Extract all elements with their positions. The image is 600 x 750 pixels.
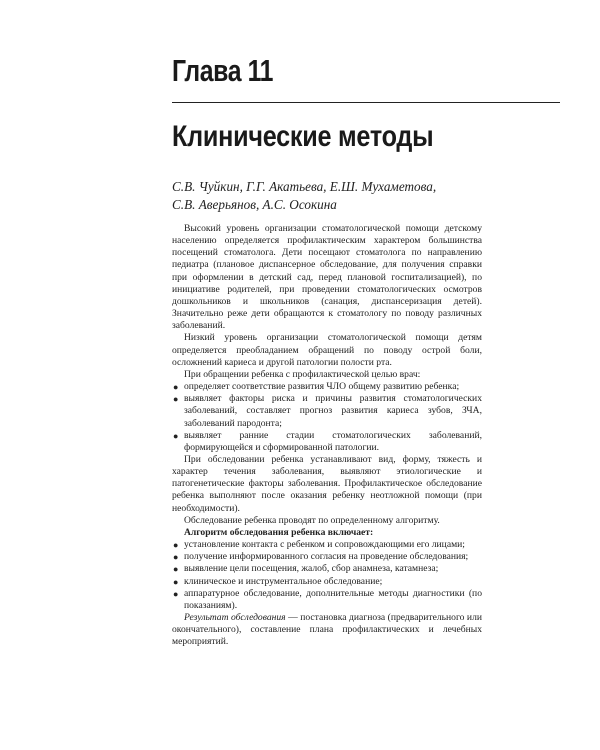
bullet-icon: ● bbox=[173, 588, 179, 599]
list-item-text: аппаратурное обследование, дополнительные методы диагностики (по показаниям). bbox=[184, 587, 482, 611]
bullet-icon: ● bbox=[173, 394, 179, 405]
prophylactic-list bbox=[172, 381, 482, 454]
chapter-divider bbox=[172, 102, 560, 103]
paragraph-algorithm-intro: Обследование ребенка проводят по определенному алгоритму. bbox=[184, 514, 440, 526]
paragraph-prophylactic-lead: При обращении ребенка с профилактической целью врач: bbox=[184, 368, 421, 380]
paragraph-result bbox=[172, 612, 482, 648]
bullet-icon: ● bbox=[173, 540, 179, 551]
list-item-text: получение информированного согласия на проведение обследования; bbox=[184, 551, 469, 563]
list-item bbox=[172, 551, 482, 563]
body-text bbox=[172, 223, 482, 648]
list-item-text: установление контакта с ребенком и сопровождающими его лицами; bbox=[184, 539, 465, 551]
chapter-label: Глава 11 bbox=[172, 53, 273, 88]
paragraph-low-level: Низкий уровень организации стоматологической помощи детям определяется преобладанием обращений по поводу острой боли, осложнений кариеса и другой патологии полости рта. bbox=[172, 332, 482, 368]
bullet-icon: ● bbox=[173, 564, 179, 575]
list-item-text: определяет соответствие развития ЧЛО общему развитию ребенка; bbox=[184, 381, 460, 393]
list-item-text: выявляет ранние стадии стоматологических заболеваний, формирующейся и сформированной патологии. bbox=[184, 429, 482, 453]
list-item-text: выявление цели посещения, жалоб, сбор анамнеза, катамнеза; bbox=[184, 563, 439, 575]
list-item bbox=[172, 393, 482, 429]
algorithm-list bbox=[172, 539, 482, 612]
bullet-icon: ● bbox=[173, 576, 179, 587]
result-label: Результат обследования bbox=[184, 612, 286, 623]
bullet-icon: ● bbox=[173, 382, 179, 393]
chapter-title: Клинические методы bbox=[172, 120, 434, 153]
list-item bbox=[172, 588, 482, 612]
list-item bbox=[172, 381, 482, 393]
list-item bbox=[172, 430, 482, 454]
bullet-icon: ● bbox=[173, 552, 179, 563]
authors bbox=[172, 178, 502, 214]
list-item bbox=[172, 539, 482, 551]
paragraph-intro: Высокий уровень организации стоматологической помощи детскому населению определяется профилактическим характером большинства посещений стоматолога. Дети посещают стоматолога по направлению педиатра (плановое диспансерное обследование, для получения справки при оформлении в детский сад, перед плановой госпитализацией), по инициативе родителей, при проведении стоматологических осмотров дошкольников и школьников (санация, диспансеризация детей). Значительно реже дети обращаются к стоматологу по поводу различных заболеваний. bbox=[172, 223, 482, 332]
paragraph-examination: При обследовании ребенка устанавливают вид, форму, тяжесть и характер течения заболевания, выявляют этиологические и патогенетические факторы заболевания. Профилактическое обследование ребенка выполняют после оказания ребенку неотложной помощи (при необходимости). bbox=[172, 453, 482, 514]
result-text: — постановка диагноза (предварительного или окончательного), составление плана профилактических и лечебных мероприятий. bbox=[172, 612, 482, 648]
list-item bbox=[172, 563, 482, 575]
bullet-icon: ● bbox=[173, 430, 179, 441]
list-item-text: выявляет факторы риска и причины развития стоматологических заболеваний, составляет прогноз развития кариеса зубов, ЗЧА, заболеваний пародонта; bbox=[184, 393, 482, 429]
list-item bbox=[172, 576, 482, 588]
authors-line-2: С.В. Аверьянов, А.С. Осокина bbox=[172, 197, 337, 212]
list-item-text: клиническое и инструментальное обследование; bbox=[184, 575, 383, 587]
algorithm-heading: Алгоритм обследования ребенка включает: bbox=[184, 526, 374, 538]
authors-line-1: С.В. Чуйкин, Г.Г. Акатьева, Е.Ш. Мухаметова, bbox=[172, 179, 437, 194]
